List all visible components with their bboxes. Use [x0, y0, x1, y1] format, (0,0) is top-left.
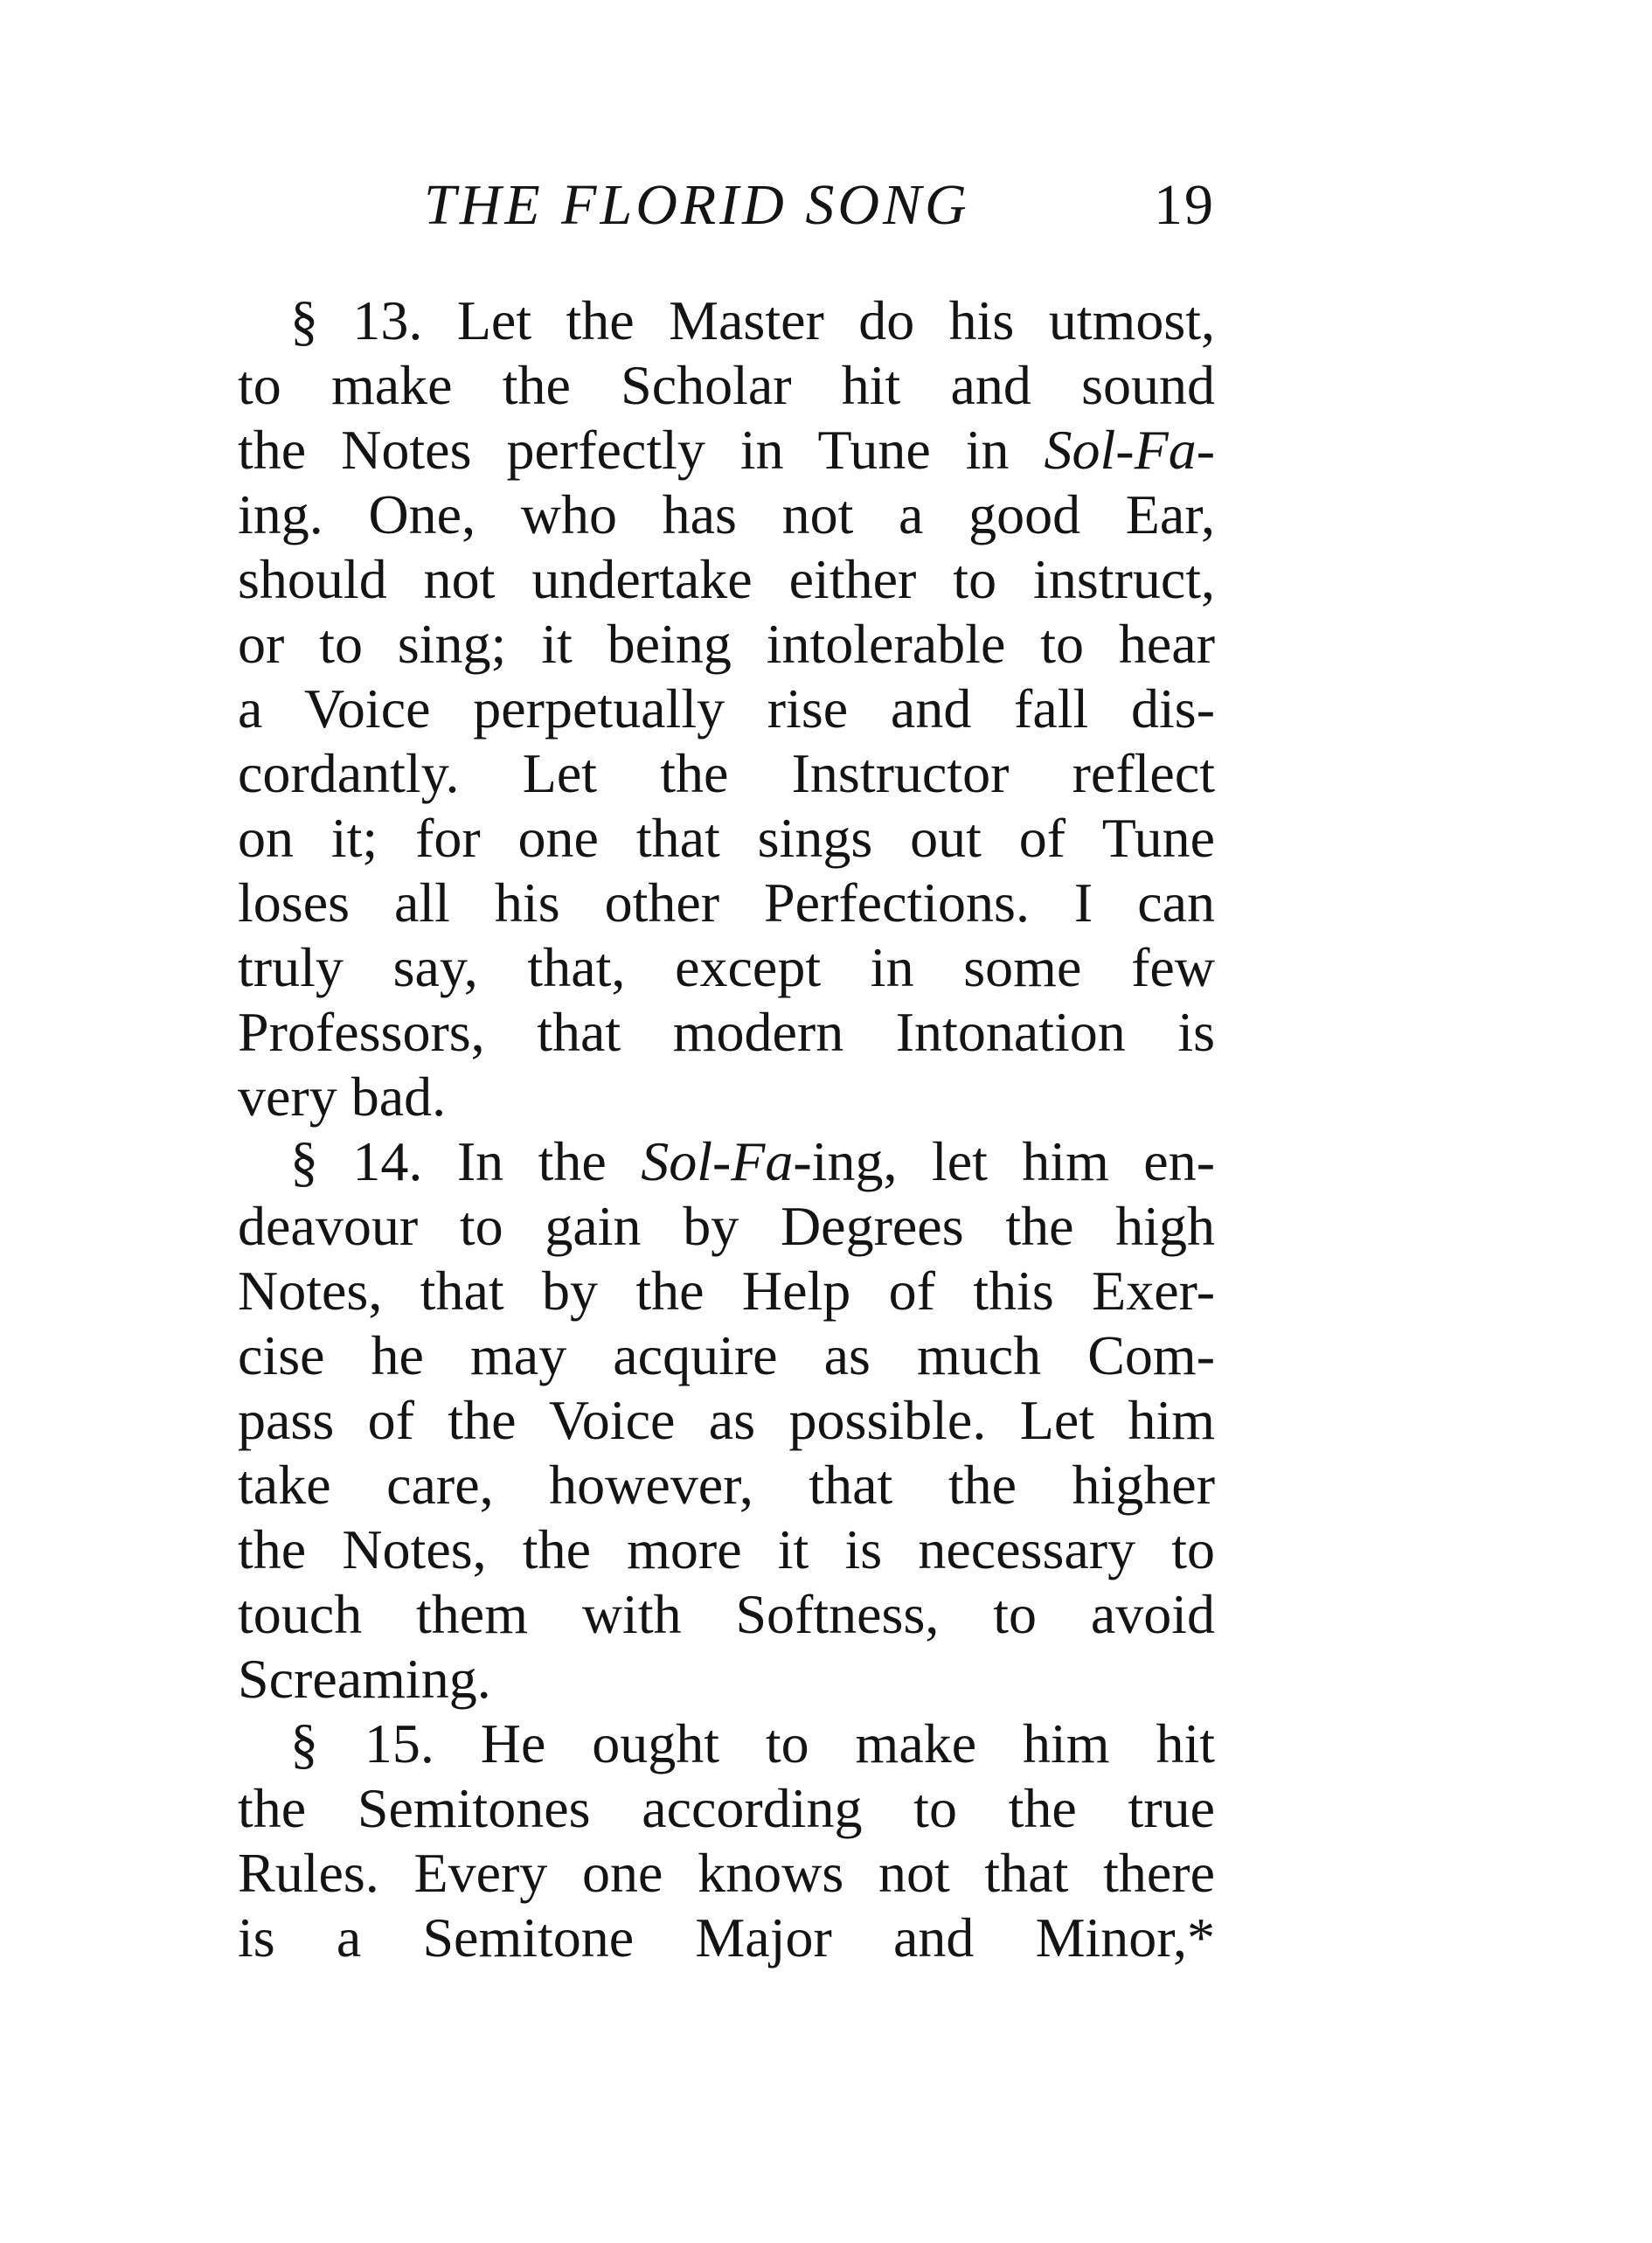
- text-line: touch them with Softness, to avoid: [238, 1583, 1215, 1645]
- text-line: § 14. In the Sol-Fa-ing, let him en-: [290, 1130, 1215, 1192]
- text-line: pass of the Voice as possible. Let him: [238, 1389, 1215, 1451]
- text-line: take care, however, that the higher: [238, 1454, 1215, 1516]
- running-head: [424, 170, 1215, 240]
- text-line: is a Semitone Major and Minor,*: [238, 1906, 1215, 1969]
- text-line: ing. One, who has not a good Ear,: [238, 483, 1215, 545]
- text-line: Screaming.: [238, 1648, 491, 1710]
- text-line: very bad.: [238, 1066, 447, 1128]
- text-line: deavour to gain by Degrees the high: [238, 1195, 1215, 1257]
- text-line: § 15. He ought to make him hit: [290, 1712, 1215, 1774]
- italic-term: Sol-Fa: [641, 1130, 794, 1192]
- text-line: § 13. Let the Master do his utmost,: [290, 289, 1215, 351]
- body-text: [238, 288, 1215, 1970]
- paragraph-15: [238, 1712, 1215, 1970]
- page-number: 19: [1154, 173, 1215, 237]
- text-line: a Voice perpetually rise and fall dis-: [238, 677, 1215, 740]
- text-line: on it; for one that sings out of Tune: [238, 807, 1215, 869]
- text-line: cordantly. Let the Instructor reflect: [238, 742, 1215, 804]
- text-line: Notes, that by the Help of this Exer-: [238, 1260, 1215, 1322]
- text-line: Rules. Every one knows not that there: [238, 1842, 1215, 1904]
- text-line: cise he may acquire as much Com-: [238, 1324, 1215, 1386]
- text-line: should not undertake either to instruct,: [238, 548, 1215, 610]
- running-title: THE FLORID SONG: [424, 173, 970, 237]
- italic-term: Sol-Fa: [1044, 419, 1197, 481]
- text-line: or to sing; it being intolerable to hear: [238, 613, 1215, 675]
- text-line: the Semitones according to the true: [238, 1777, 1215, 1839]
- text-line: Professors, that modern Intonation is: [238, 1001, 1215, 1063]
- text-line: the Notes perfectly in Tune in Sol-Fa-: [238, 419, 1215, 481]
- paragraph-13: [238, 288, 1215, 1129]
- text-line: the Notes, the more it is necessary to: [238, 1518, 1215, 1580]
- text-line: to make the Scholar hit and sound: [238, 354, 1215, 416]
- text-line: loses all his other Perfections. I can: [238, 872, 1215, 934]
- paragraph-14: [238, 1129, 1215, 1712]
- text-line: truly say, that, except in some few: [238, 936, 1215, 998]
